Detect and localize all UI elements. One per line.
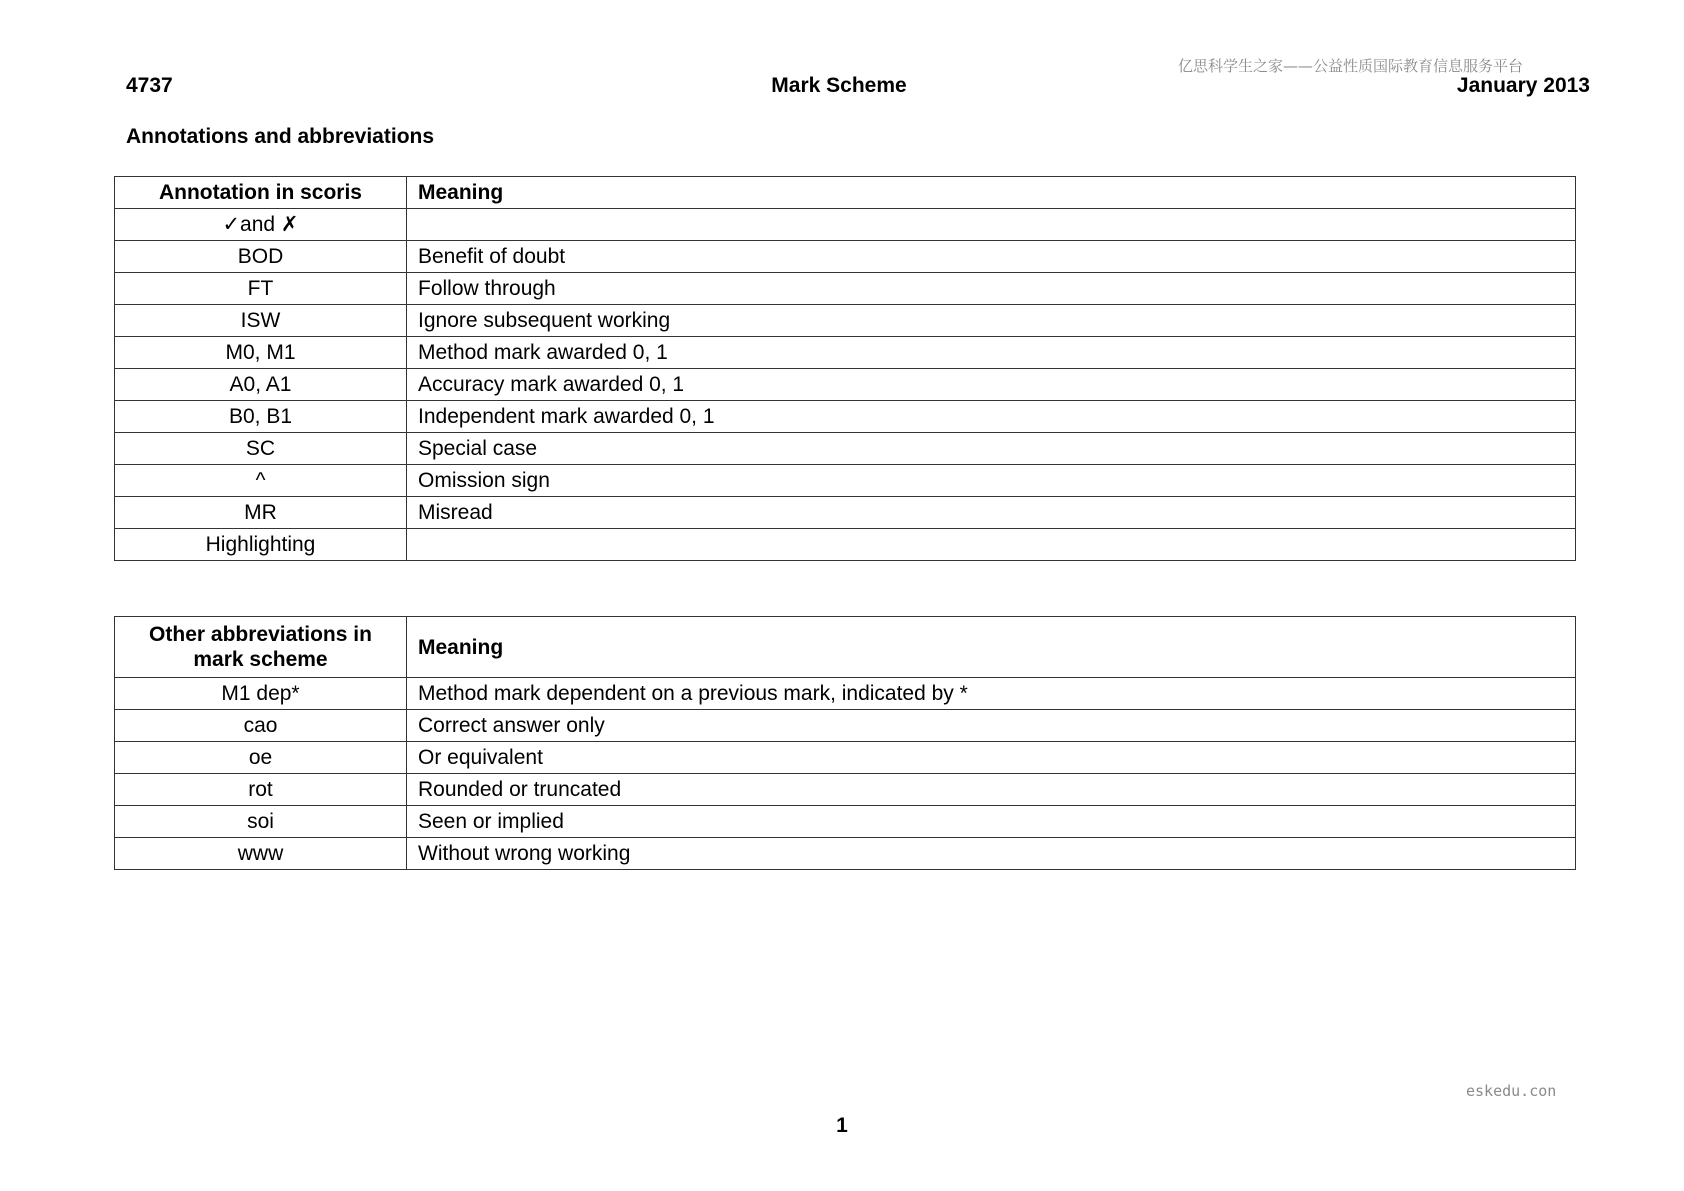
table-row [115, 209, 1576, 241]
annotation-cell: A0, A1 [115, 369, 407, 401]
meaning-cell: Method mark dependent on a previous mark, indicated by * [407, 678, 1576, 710]
table-row [115, 401, 1576, 433]
meaning-cell: Misread [407, 497, 1576, 529]
meaning-cell: Rounded or truncated [407, 774, 1576, 806]
watermark-top: 亿思科学生之家——公益性质国际教育信息服务平台 [1178, 57, 1524, 75]
annotation-cell: M0, M1 [115, 337, 407, 369]
meaning-cell: Follow through [407, 273, 1576, 305]
table-row [115, 369, 1576, 401]
abbreviation-cell: www [115, 838, 407, 870]
meaning-cell: Accuracy mark awarded 0, 1 [407, 369, 1576, 401]
table-row [115, 433, 1576, 465]
meaning-cell: Benefit of doubt [407, 241, 1576, 273]
meaning-cell: Method mark awarded 0, 1 [407, 337, 1576, 369]
table-row [115, 241, 1576, 273]
page-number: 1 [836, 1114, 848, 1137]
annotation-cell: ✓and ✗ [115, 209, 407, 241]
table-row [115, 337, 1576, 369]
watermark-bottom: eskedu.con [1466, 1082, 1557, 1100]
meaning-cell: Seen or implied [407, 806, 1576, 838]
meaning-cell: Or equivalent [407, 742, 1576, 774]
table-row [115, 465, 1576, 497]
abbreviation-cell: M1 dep* [115, 678, 407, 710]
annotation-cell: ^ [115, 465, 407, 497]
table-row [115, 678, 1576, 710]
meaning-cell: Ignore subsequent working [407, 305, 1576, 337]
abbreviation-cell: soi [115, 806, 407, 838]
section-heading: Annotations and abbreviations [126, 125, 435, 148]
column-header-abbreviation: Other abbreviations in mark scheme [115, 617, 407, 678]
annotation-cell: B0, B1 [115, 401, 407, 433]
table-row [115, 774, 1576, 806]
abbreviation-cell: oe [115, 742, 407, 774]
meaning-cell: Correct answer only [407, 710, 1576, 742]
table-row [115, 742, 1576, 774]
abbreviations-table [114, 616, 1576, 870]
annotation-cell: ISW [115, 305, 407, 337]
meaning-cell [407, 209, 1576, 241]
annotation-cell: MR [115, 497, 407, 529]
meaning-cell: Omission sign [407, 465, 1576, 497]
exam-date: January 2013 [1456, 74, 1590, 97]
abbreviation-cell: rot [115, 774, 407, 806]
table-header-row [115, 617, 1576, 678]
table-row [115, 838, 1576, 870]
column-header-annotation: Annotation in scoris [115, 177, 407, 209]
annotation-cell: FT [115, 273, 407, 305]
column-header-meaning: Meaning [407, 177, 1576, 209]
annotations-table [114, 176, 1576, 561]
abbreviation-cell: cao [115, 710, 407, 742]
meaning-cell: Without wrong working [407, 838, 1576, 870]
meaning-cell [407, 529, 1576, 561]
table-row [115, 497, 1576, 529]
table-header-row [115, 177, 1576, 209]
meaning-cell: Independent mark awarded 0, 1 [407, 401, 1576, 433]
column-header-meaning: Meaning [407, 617, 1576, 678]
table-row [115, 529, 1576, 561]
table-row [115, 710, 1576, 742]
page-header [126, 74, 1590, 102]
annotation-cell: Highlighting [115, 529, 407, 561]
annotation-cell: SC [115, 433, 407, 465]
document-title: Mark Scheme [771, 74, 907, 97]
table-row [115, 806, 1576, 838]
meaning-cell: Special case [407, 433, 1576, 465]
table-row [115, 273, 1576, 305]
table-row [115, 305, 1576, 337]
paper-code: 4737 [126, 74, 173, 97]
annotation-cell: BOD [115, 241, 407, 273]
